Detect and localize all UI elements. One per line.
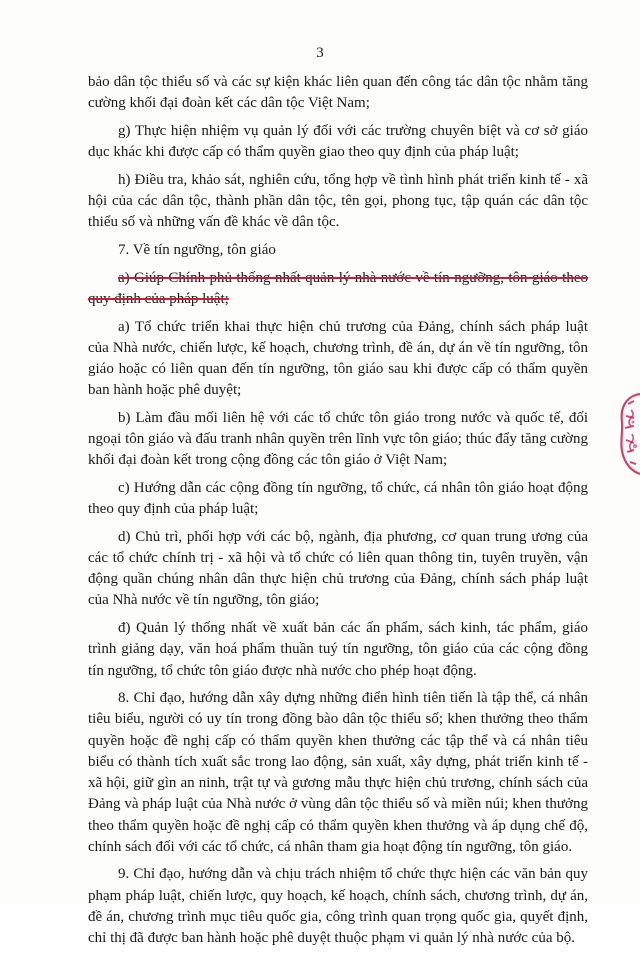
document-body <box>88 72 588 956</box>
paragraph: h) Điều tra, khảo sát, nghiên cứu, tổng hợp về tình hình phát triển kinh tế - xã hội của các dân tộc, thành phần dân tộc, tên gọi, phong tục, tập quán các dân tộc thiểu số và những vấn đề khác về dân tộc. <box>88 171 588 231</box>
seal-stamp-graphic <box>616 388 640 476</box>
paragraph: g) Thực hiện nhiệm vụ quản lý đối với các trường chuyên biệt và cơ sở giáo dục khác khi được cấp có thẩm quyền giao theo quy định của pháp luật; <box>88 122 588 161</box>
paragraph: 7. Về tín ngưỡng, tôn giáo <box>118 241 276 258</box>
paragraph: c) Hướng dẫn các cộng đồng tín ngưỡng, tổ chức, cá nhân tôn giáo hoạt động theo quy định của pháp luật; <box>88 479 588 518</box>
paragraph: a) Tổ chức triển khai thực hiện chủ trương của Đảng, chính sách pháp luật của Nhà nước, chiến lược, kế hoạch, chương trình, đề án, dự án về tín ngưỡng, tôn giáo hoặc có liên quan đến tín ngưỡng, tôn giáo sau khi được cấp có thẩm quyền ban hành hoặc phê duyệt; <box>88 318 588 399</box>
paragraph: bảo dân tộc thiểu số và các sự kiện khác liên quan đến công tác dân tộc nhằm tăng cường khối đại đoàn kết các dân tộc Việt Nam; <box>88 74 588 112</box>
red-seal-stamp <box>616 388 640 476</box>
paragraph: 9. Chỉ đạo, hướng dẫn và chịu trách nhiệm tổ chức thực hiện các văn bản quy phạm pháp luật, chiến lược, quy hoạch, kế hoạch, chính sách, chương trình, dự án, đề án, chương trình mục tiêu quốc gia, công trình quan trọng quốc gia, quyết định, chỉ thị đã được ban hành hoặc phê duyệt thuộc phạm vi quản lý nhà nước của bộ. <box>88 866 588 947</box>
paragraph <box>88 268 588 310</box>
page-number: 3 <box>316 45 324 61</box>
paragraph: đ) Quản lý thống nhất về xuất bản các ấn phẩm, sách kinh, tác phẩm, giáo trình giảng dạy, văn hoá phẩm thuần tuý tín ngưỡng, tôn giáo của các cộng đồng tín ngưỡng, tổ chức tôn giáo được nhà nước cho phép hoạt động. <box>88 620 588 679</box>
struck-through-text: a) Giúp Chính phủ thống nhất quản lý nhà nước về tín ngưỡng, tôn giáo theo quy định của pháp luật; <box>88 269 588 307</box>
paragraph: b) Làm đầu mối liên hệ với các tổ chức tôn giáo trong nước và quốc tế, đối ngoại tôn giáo và đấu tranh nhân quyền trên lĩnh vực tôn giáo; thúc đẩy tăng cường khối đại đoàn kết trong cộng đồng các tôn giáo ở Việt Nam; <box>88 409 588 469</box>
paragraph: 8. Chỉ đạo, hướng dẫn xây dựng những điển hình tiên tiến là tập thể, cá nhân tiêu biểu, người có uy tín trong đồng bào dân tộc thiểu số; khen thưởng theo thẩm quyền hoặc đề nghị cấp có thẩm quyền khen thưởng các tập thể và cá nhân tiêu biểu có thành tích xuất sắc trong lao động, sản xuất, xây dựng, phát triển kinh tế - xã hội, giữ gìn an ninh, trật tự và gương mẫu thực hiện chủ trương, chính sách của Đảng và pháp luật của Nhà nước ở vùng dân tộc thiểu số và miền núi; khen thưởng theo thẩm quyền hoặc đề nghị cấp có thẩm quyền khen thưởng và áp dụng chế độ, chính sách đối với các tổ chức, cá nhân tham gia hoạt động tín ngưỡng, tôn giáo. <box>88 690 588 855</box>
paragraph: d) Chủ trì, phối hợp với các bộ, ngành, địa phương, cơ quan trung ương của các tổ chức chính trị - xã hội và tổ chức có liên quan thông tin, tuyên truyền, vận động quần chúng nhân dân thực hiện chủ trương của Đảng, chính sách pháp luật của Nhà nước về tín ngưỡng, tôn giáo; <box>88 528 588 609</box>
